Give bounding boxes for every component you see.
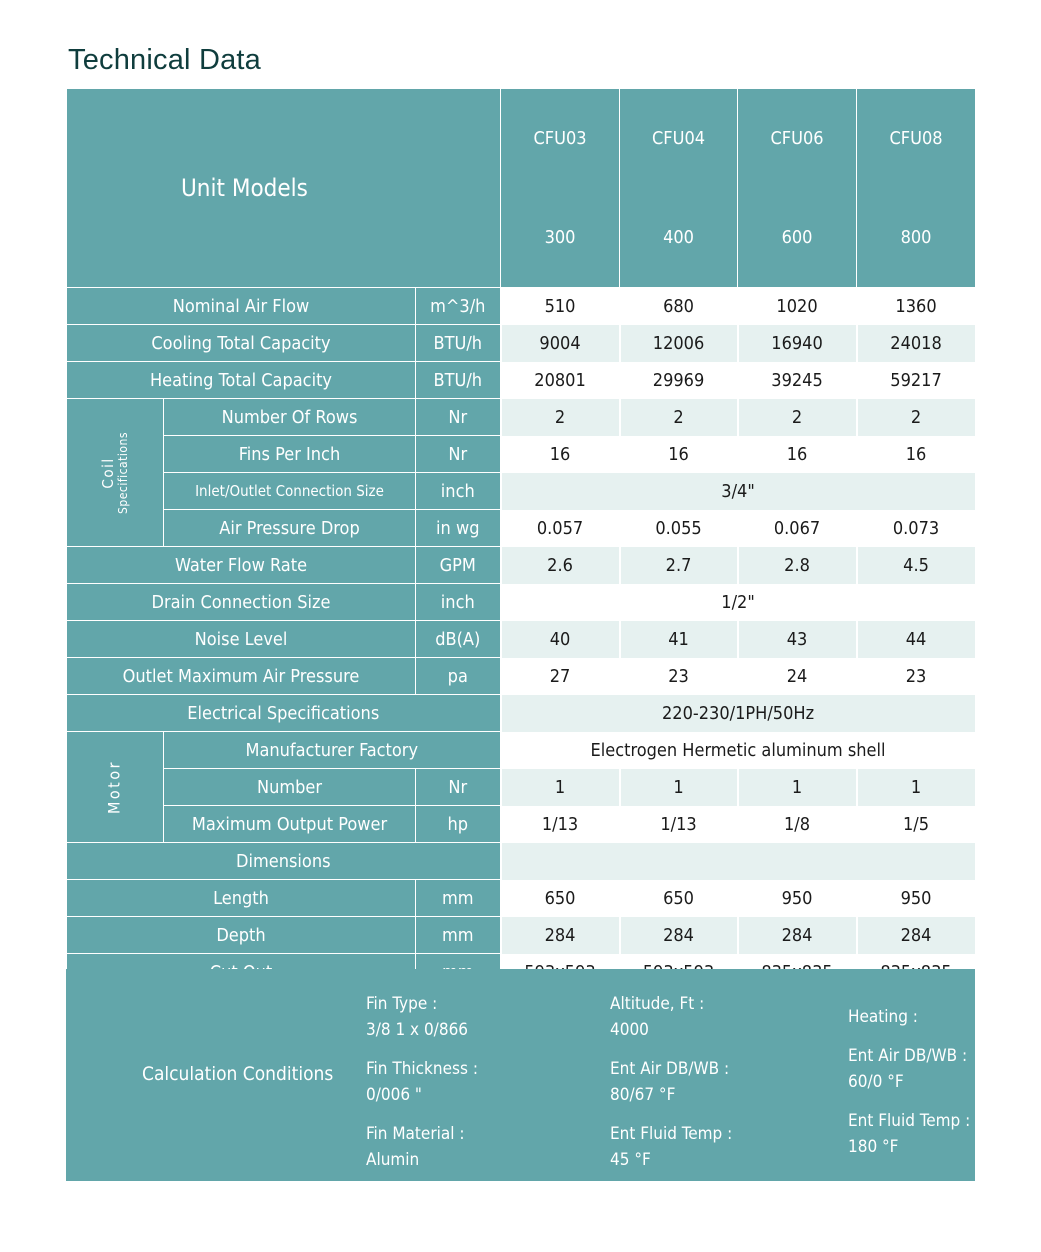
model-cfu08: CFU08 800 (857, 89, 976, 288)
row-label: Inlet/Outlet Connection Size (164, 473, 416, 510)
row-unit: GPM (416, 547, 501, 584)
cell-value: 1 (620, 769, 738, 806)
cell-value: 1/5 (857, 806, 976, 843)
cell-value-merged: 3/4" (501, 473, 976, 510)
cell-value: 0.055 (620, 510, 738, 547)
cell-value: 2.8 (738, 547, 857, 584)
cell-value: 0.057 (501, 510, 620, 547)
specifications-group-label: Specifications (115, 431, 130, 514)
cell-value: 4.5 (857, 547, 976, 584)
table-row (67, 621, 976, 658)
row-label: Nominal Air Flow (67, 288, 416, 325)
unit-models-label: Unit Models (67, 89, 501, 288)
row-unit: inch (416, 584, 501, 621)
cell-value: 2.6 (501, 547, 620, 584)
row-label: Depth (67, 917, 416, 954)
cell-value: 24018 (857, 325, 976, 362)
row-unit: BTU/h (416, 362, 501, 399)
row-unit: inch (416, 473, 501, 510)
header-row (67, 89, 976, 288)
cell-value: 1/13 (501, 806, 620, 843)
cell-value: 1/8 (738, 806, 857, 843)
row-label: Length (67, 880, 416, 917)
row-label: Dimensions (67, 843, 501, 880)
row-label: Number Of Rows (164, 399, 416, 436)
cell-value: 16 (738, 436, 857, 473)
cell-value: 510 (501, 288, 620, 325)
cell-value: 27 (501, 658, 620, 695)
table-row (67, 843, 976, 880)
row-label: Fins Per Inch (164, 436, 416, 473)
cell-value: 2.7 (620, 547, 738, 584)
cell-value-merged: Electrogen Hermetic aluminum shell (501, 732, 976, 769)
cell-value: 2 (857, 399, 976, 436)
row-unit: mm (416, 880, 501, 917)
row-label: Number (164, 769, 416, 806)
cell-value: 284 (738, 917, 857, 954)
cell-value: 1020 (738, 288, 857, 325)
table-row (67, 806, 976, 843)
coil-group-label: Coil (98, 456, 117, 489)
calc-item: Fin Type : 3/8 1 x 0/866 (366, 994, 469, 1040)
row-label: Manufacturer Factory (164, 732, 501, 769)
spec-table (66, 88, 977, 991)
row-unit: Nr (416, 769, 501, 806)
motor-group (67, 732, 164, 843)
cell-value: 40 (501, 621, 620, 658)
cell-value: 41 (620, 621, 738, 658)
table-row (67, 880, 976, 917)
cell-value: 284 (501, 917, 620, 954)
calc-item: Altitude, Ft : 4000 (610, 994, 705, 1040)
cell-value: 39245 (738, 362, 857, 399)
row-label: Water Flow Rate (67, 547, 416, 584)
row-label: Maximum Output Power (164, 806, 416, 843)
cell-value: 1/13 (620, 806, 738, 843)
table-row (67, 658, 976, 695)
cell-value: 20801 (501, 362, 620, 399)
row-label: Heating Total Capacity (67, 362, 416, 399)
cell-value: 2 (501, 399, 620, 436)
row-label: Outlet Maximum Air Pressure (67, 658, 416, 695)
cell-value: 650 (620, 880, 738, 917)
cell-value: 16 (620, 436, 738, 473)
cell-value: 680 (620, 288, 738, 325)
cell-value: 24 (738, 658, 857, 695)
cell-value-merged: 1/2" (501, 584, 976, 621)
table-row (67, 436, 976, 473)
heating-heading: Heating : (848, 1007, 918, 1027)
table-row (67, 695, 976, 732)
calc-item: Ent Fluid Temp : 45 °F (610, 1124, 733, 1170)
table-row (67, 473, 976, 510)
calc-item: Ent Fluid Temp : 180 °F (848, 1111, 971, 1157)
calc-item: Fin Material : Alumin (366, 1124, 465, 1170)
model-cfu04: CFU04 400 (620, 89, 738, 288)
page-title: Technical Data (68, 44, 262, 76)
row-label: Noise Level (67, 621, 416, 658)
cell-value: 29969 (620, 362, 738, 399)
row-unit: in wg (416, 510, 501, 547)
cell-value: 59217 (857, 362, 976, 399)
table-row (67, 547, 976, 584)
row-unit: BTU/h (416, 325, 501, 362)
calc-column-fin (366, 991, 478, 1186)
calculation-conditions-title: Calculation Conditions (142, 1063, 334, 1085)
cell-value: 44 (857, 621, 976, 658)
cell-value: 16 (857, 436, 976, 473)
cell-value: 2 (738, 399, 857, 436)
calc-item: Ent Air DB/WB : 80/67 °F (610, 1059, 730, 1105)
cell-value: 16940 (738, 325, 857, 362)
table-row (67, 288, 976, 325)
cell-value: 0.067 (738, 510, 857, 547)
cell-value: 9004 (501, 325, 620, 362)
row-unit: Nr (416, 436, 501, 473)
calc-column-cooling (610, 991, 732, 1186)
cell-value: 1 (857, 769, 976, 806)
calc-column-heating (848, 991, 970, 1173)
row-unit: pa (416, 658, 501, 695)
cell-value: 43 (738, 621, 857, 658)
table-row (67, 510, 976, 547)
motor-group-label: Motor (104, 759, 124, 815)
cell-value: 950 (857, 880, 976, 917)
row-label: Drain Connection Size (67, 584, 416, 621)
cell-value: 23 (857, 658, 976, 695)
row-unit: mm (416, 917, 501, 954)
model-cfu03: CFU03 300 (501, 89, 620, 288)
cell-value: 284 (620, 917, 738, 954)
table-row (67, 362, 976, 399)
cell-value-merged: 220-230/1PH/50Hz (501, 695, 976, 732)
table-row (67, 584, 976, 621)
cell-value: 2 (620, 399, 738, 436)
table-row (67, 732, 976, 769)
cell-empty (501, 843, 976, 880)
cell-value: 23 (620, 658, 738, 695)
cell-value: 284 (857, 917, 976, 954)
cell-value: 1 (738, 769, 857, 806)
row-label: Electrical Specifications (67, 695, 501, 732)
cell-value: 16 (501, 436, 620, 473)
row-unit: Nr (416, 399, 501, 436)
cell-value: 950 (738, 880, 857, 917)
table-row (67, 325, 976, 362)
table-row (67, 917, 976, 954)
calc-item: Fin Thickness : 0/006 " (366, 1059, 478, 1105)
row-label: Air Pressure Drop (164, 510, 416, 547)
cell-value: 0.073 (857, 510, 976, 547)
row-unit: hp (416, 806, 501, 843)
cell-value: 12006 (620, 325, 738, 362)
coil-specifications-group (67, 399, 164, 547)
calculation-conditions-panel (66, 969, 975, 1181)
cell-value: 650 (501, 880, 620, 917)
table-row (67, 399, 976, 436)
row-label: Cooling Total Capacity (67, 325, 416, 362)
calc-item: Ent Air DB/WB : 60/0 °F (848, 1046, 968, 1092)
model-cfu06: CFU06 600 (738, 89, 857, 288)
row-unit: dB(A) (416, 621, 501, 658)
table-row (67, 769, 976, 806)
cell-value: 1360 (857, 288, 976, 325)
cell-value: 1 (501, 769, 620, 806)
row-unit: m^3/h (416, 288, 501, 325)
